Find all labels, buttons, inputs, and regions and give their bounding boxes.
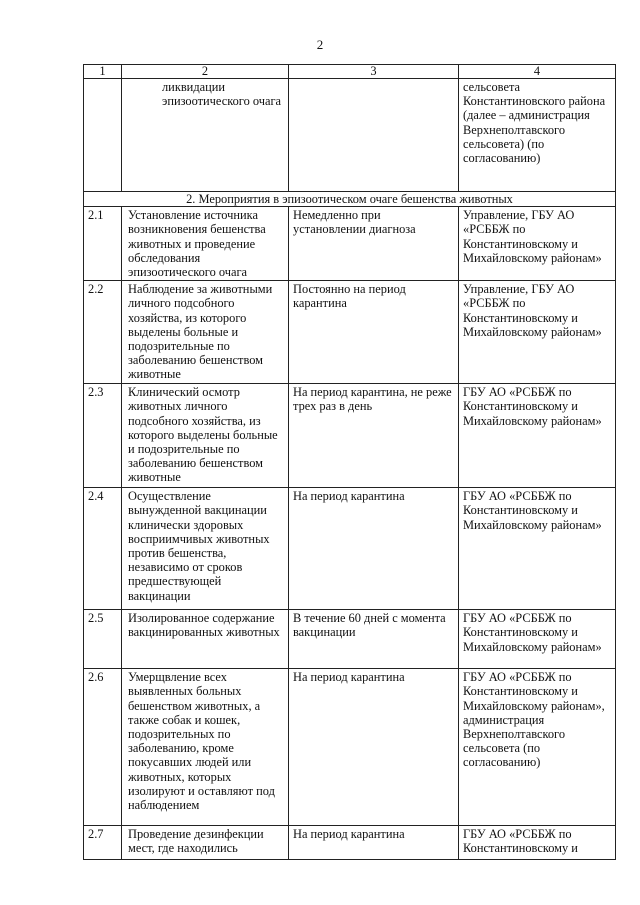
responsible-cell: Управление, ГБУ АО «РСББЖ по Константиновскому и Михайловскому районам» <box>459 207 616 281</box>
action-cell: Осуществление вынужденной вакцинации клинически здоровых восприимчивых животных против бешенства, независимо от сроков предшествующей вакцинации <box>122 488 289 610</box>
measures-table <box>83 64 616 860</box>
action-cell: Проведение дезинфекции мест, где находились <box>122 826 289 860</box>
responsible-cell: сельсовета Константиновского района (далее – администрация Верхнеполтавского сельсовета) (по согласованию) <box>459 79 616 192</box>
responsible-cell: ГБУ АО «РСББЖ по Константиновскому и Михайловскому районам» <box>459 610 616 669</box>
timing-cell: Постоянно на период карантина <box>289 281 459 384</box>
table-row <box>84 281 616 384</box>
responsible-cell: ГБУ АО «РСББЖ по Константиновскому и Михайловскому районам», администрация Верхнеполтавского сельсовета (по согласованию) <box>459 669 616 826</box>
action-cell: ликвидации эпизоотического очага <box>122 79 289 192</box>
section-title: 2. Мероприятия в эпизоотическом очаге бешенства животных <box>84 192 616 207</box>
row-number: 2.4 <box>84 488 122 610</box>
page-number: 2 <box>316 37 324 52</box>
action-cell: Умерщвление всех выявленных больных бешенством животных, а также собак и кошек, подозрительных по заболеванию, кроме покусавших людей или животных, которых изолируют и оставляют под наблюдением <box>122 669 289 826</box>
action-cell: Наблюдение за животными личного подсобного хозяйства, из которого выделены больные и подозрительные по заболеванию бешенством животные <box>122 281 289 384</box>
row-number: 2.1 <box>84 207 122 281</box>
timing-cell: На период карантина <box>289 669 459 826</box>
table-row <box>84 610 616 669</box>
table-row <box>84 488 616 610</box>
table-header-row <box>84 65 616 79</box>
table-row <box>84 207 616 281</box>
action-cell: Изолированное содержание вакцинированных животных <box>122 610 289 669</box>
responsible-cell: ГБУ АО «РСББЖ по Константиновскому и Михайловскому районам» <box>459 488 616 610</box>
header-cell: 2 <box>122 65 289 79</box>
action-cell: Клинический осмотр животных личного подсобного хозяйства, из которого выделены больные и подозрительные по заболеванию бешенством животные <box>122 384 289 488</box>
header-cell: 1 <box>84 65 122 79</box>
header-cell: 3 <box>289 65 459 79</box>
timing-cell: На период карантина <box>289 826 459 860</box>
row-number <box>84 79 122 192</box>
row-number: 2.5 <box>84 610 122 669</box>
row-number: 2.2 <box>84 281 122 384</box>
row-number: 2.3 <box>84 384 122 488</box>
timing-cell: На период карантина, не реже трех раз в день <box>289 384 459 488</box>
section-row <box>84 192 616 207</box>
timing-cell <box>289 79 459 192</box>
responsible-cell: Управление, ГБУ АО «РСББЖ по Константиновскому и Михайловскому районам» <box>459 281 616 384</box>
responsible-cell: ГБУ АО «РСББЖ по Константиновскому и <box>459 826 616 860</box>
action-cell: Установление источника возникновения бешенства животных и проведение обследования эпизоотического очага <box>122 207 289 281</box>
timing-cell: В течение 60 дней с момента вакцинации <box>289 610 459 669</box>
row-number: 2.6 <box>84 669 122 826</box>
table-row <box>84 826 616 860</box>
table-row <box>84 669 616 826</box>
continuation-row <box>84 79 616 192</box>
responsible-cell: ГБУ АО «РСББЖ по Константиновскому и Михайловскому районам» <box>459 384 616 488</box>
row-number: 2.7 <box>84 826 122 860</box>
timing-cell: На период карантина <box>289 488 459 610</box>
header-cell: 4 <box>459 65 616 79</box>
table-row <box>84 384 616 488</box>
timing-cell: Немедленно при установлении диагноза <box>289 207 459 281</box>
